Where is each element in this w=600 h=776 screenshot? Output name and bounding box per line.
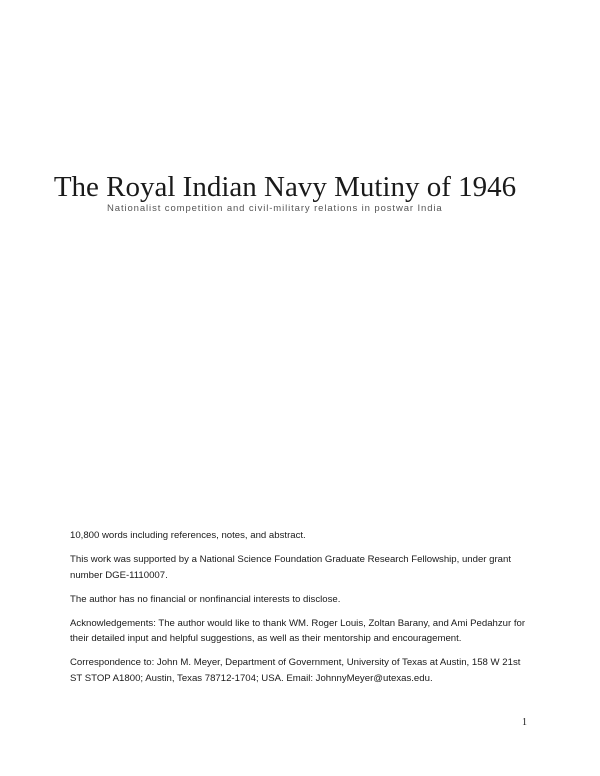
word-count-note: 10,800 words including references, notes, and abstract.	[70, 530, 306, 541]
correspondence-note: Correspondence to: John M. Meyer, Department of Government, University of Texas at Austin, 158 W 21st ST STOP A1800; Austin, Texas 78712-1704; USA. Email: JohnnyMeyer@utexas.edu.	[70, 657, 521, 684]
funding-note: This work was supported by a National Science Foundation Graduate Research Fellowship, under grant number DGE-1110007.	[70, 554, 512, 581]
page-number: 1	[522, 717, 527, 728]
paper-subtitle: Nationalist competition and civil-military relations in postwar India	[107, 203, 443, 214]
acknowledgements-note: Acknowledgements: The author would like to thank WM. Roger Louis, Zoltan Barany, and Ami Pedahzur for their detailed input and helpful suggestions, as well as their mentorship and encouragement.	[70, 617, 526, 644]
paper-title: The Royal Indian Navy Mutiny of 1946	[53, 171, 517, 203]
front-matter-notes	[70, 528, 532, 695]
conflict-of-interest-note: The author has no financial or nonfinancial interests to disclose.	[70, 593, 341, 605]
